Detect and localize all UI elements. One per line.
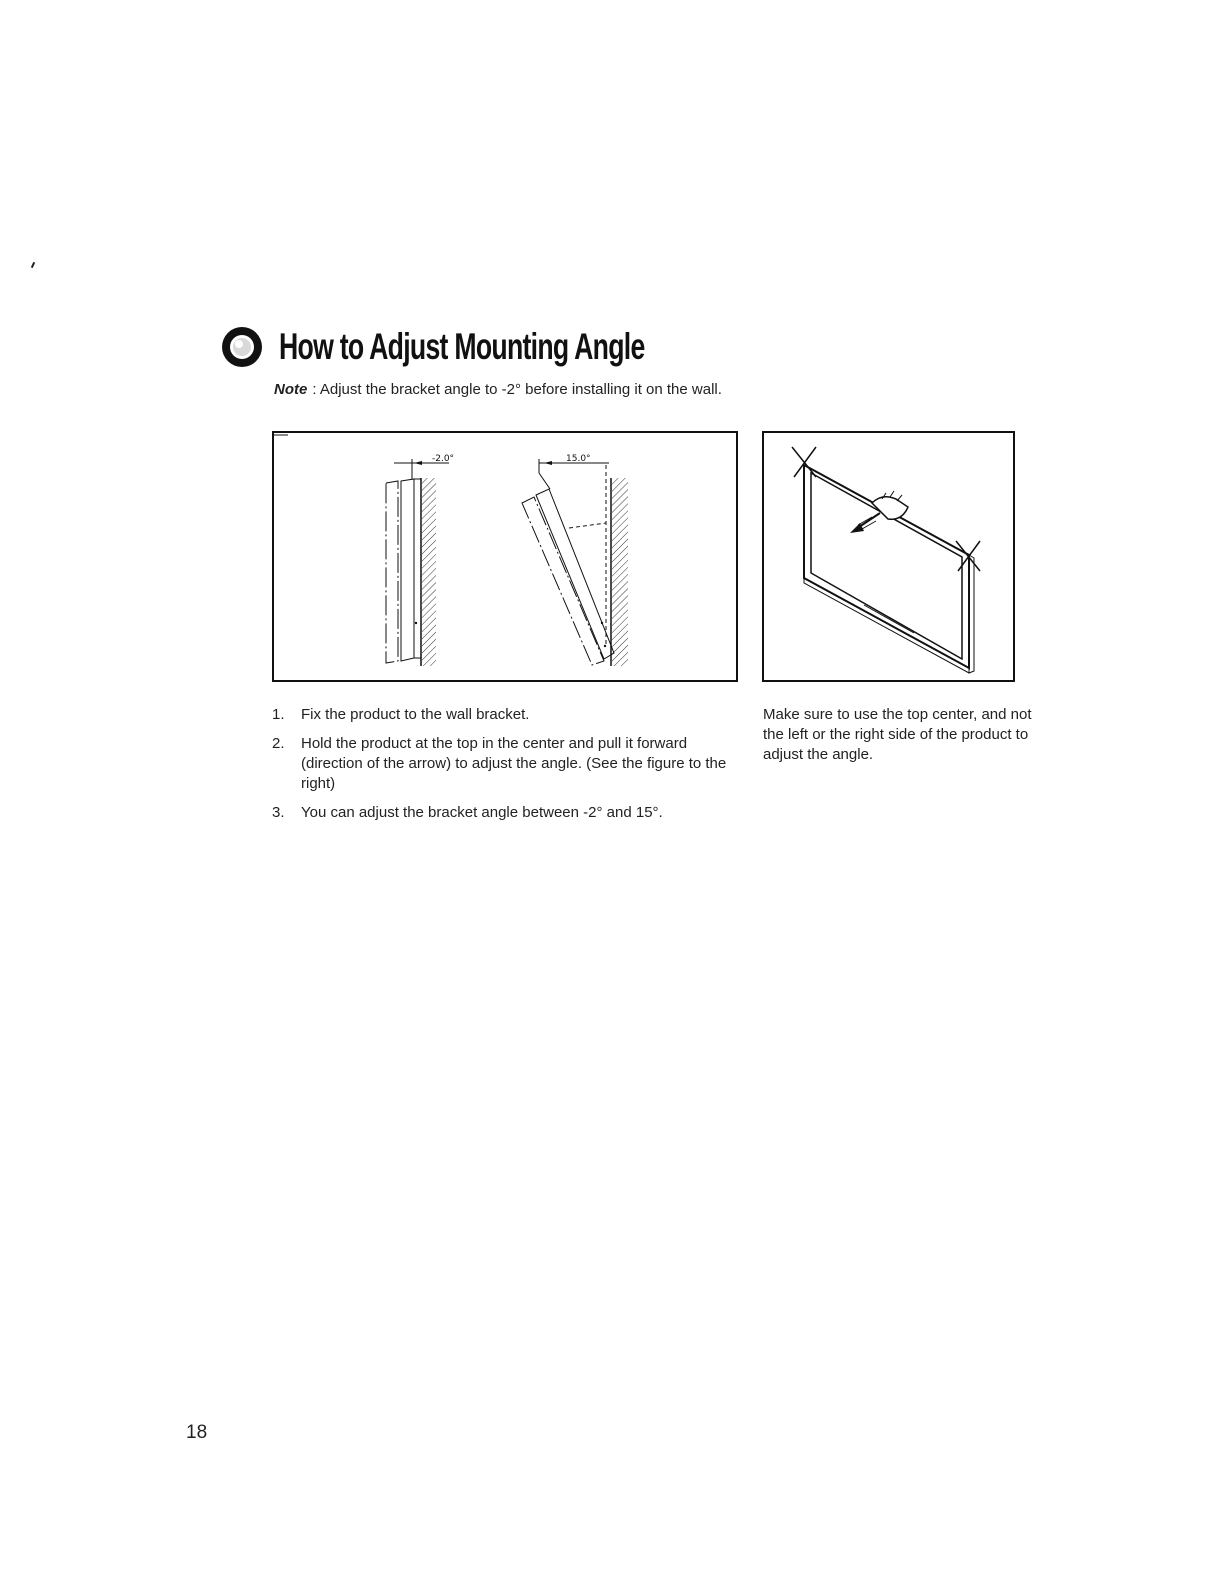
page-number: 18 xyxy=(186,1422,208,1443)
angle-label-minus: -2.0° xyxy=(432,454,455,464)
diagram-plus-15 xyxy=(522,454,628,666)
stray-mark xyxy=(31,262,35,268)
wall-hatch-left xyxy=(422,478,436,666)
steps-list xyxy=(272,705,747,832)
step-item xyxy=(272,705,747,725)
step-text: You can adjust the bracket angle between -2° and 15°. xyxy=(301,804,663,821)
section-heading xyxy=(219,322,787,372)
tv-pull-figure xyxy=(762,431,1015,682)
circle-bullet-icon xyxy=(219,324,265,370)
note-text: : Adjust the bracket angle to -2° before installing it on the wall. xyxy=(312,381,722,398)
bracket-angle-illustration xyxy=(274,433,740,684)
step-item xyxy=(272,803,747,823)
wall-hatch-right xyxy=(612,478,628,666)
note-label: Note xyxy=(274,381,308,398)
step-text: Fix the product to the wall bracket. xyxy=(301,706,530,723)
step-number: 1. xyxy=(272,706,285,723)
step-number: 3. xyxy=(272,804,285,821)
tv-pull-illustration xyxy=(764,433,1017,684)
step-number: 2. xyxy=(272,735,285,752)
side-note: Make sure to use the top center, and not the left or the right side of the product to adjust the angle. xyxy=(763,706,1032,763)
page-title: How to Adjust Mounting Angle xyxy=(279,326,645,367)
note xyxy=(274,381,722,398)
angle-label-plus: 15.0° xyxy=(566,454,591,464)
step-text: Hold the product at the top in the center and pull it forward (direction of the arrow) to adjust the angle. (See the figure to the right) xyxy=(301,735,727,792)
diagram-minus-2 xyxy=(386,454,454,666)
step-item xyxy=(272,734,747,794)
hand-pull-icon xyxy=(850,491,908,533)
bracket-angle-figure xyxy=(272,431,738,682)
